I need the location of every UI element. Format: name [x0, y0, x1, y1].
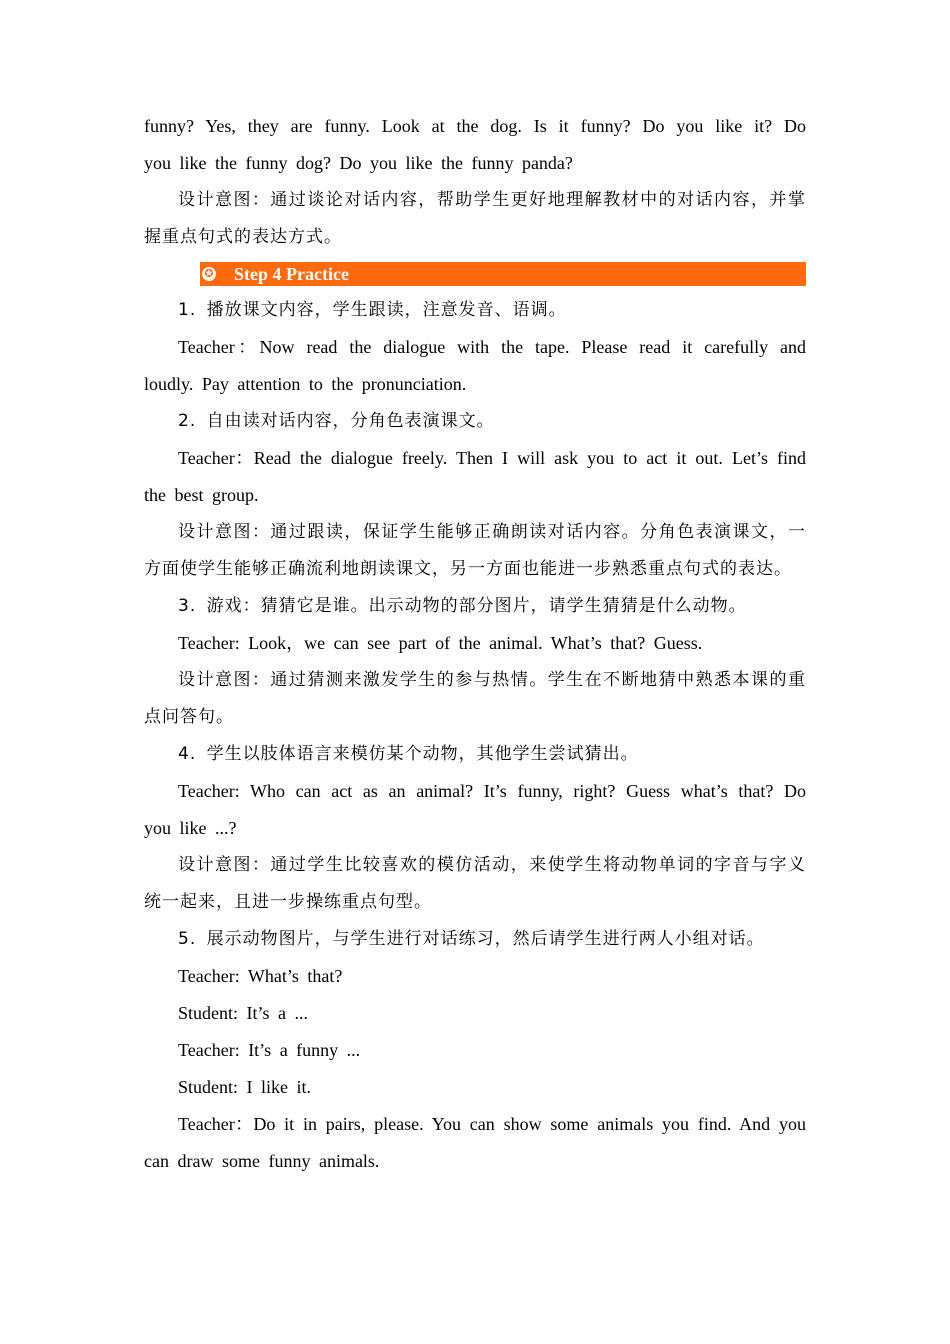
item-2-design-intent: 设计意图：通过跟读，保证学生能够正确朗读对话内容。分角色表演课文，一方面使学生能够正确流利地朗读课文，另一方面也能进一步熟悉重点句式的表达。: [144, 522, 806, 579]
item-5-dialogue-line-4: Student: I like it.: [178, 1077, 311, 1097]
item-2-title: 2. 自由读对话内容，分角色表演课文。: [178, 411, 495, 431]
item-2-teacher: Teacher：Read the dialogue freely. Then I will ask you to act it out. Let’s find the best group.: [144, 448, 806, 505]
item-5-dialogue-line-2: Student: It’s a ...: [178, 1003, 308, 1023]
paragraph-continued-line-2: you like the funny dog? Do you like the funny panda?: [144, 153, 573, 173]
item-5-dialogue-line-3: Teacher: It’s a funny ...: [178, 1040, 361, 1060]
item-5-title: 5. 展示动物图片，与学生进行对话练习，然后请学生进行两人小组对话。: [178, 929, 765, 949]
item-5-teacher: Teacher：Do it in pairs, please. You can show some animals you find. And you can draw some funny animals.: [144, 1114, 806, 1171]
paragraph-continued-line-1: funny? Yes, they are funny. Look at the dog. Is it funny? Do you like it? Do: [144, 116, 806, 136]
item-1-title: 1. 播放课文内容，学生跟读，注意发音、语调。: [178, 300, 567, 320]
item-3-design-intent: 设计意图：通过猜测来激发学生的参与热情。学生在不断地猜中熟悉本课的重点问答句。: [144, 670, 806, 727]
item-1-teacher: Teacher：Now read the dialogue with the tape. Please read it carefully and loudly. Pay attention to the pronunciation.: [144, 337, 806, 394]
item-4-design-intent: 设计意图：通过学生比较喜欢的模仿活动，来使学生将动物单词的字音与字义统一起来，且进一步操练重点句型。: [144, 855, 806, 912]
item-3-teacher: Teacher: Look，we can see part of the animal. What’s that? Guess.: [178, 633, 703, 653]
step-4-title: Step 4 Practice: [234, 264, 349, 284]
star-circle-icon: ✪: [202, 267, 216, 281]
item-3-title: 3. 游戏：猜猜它是谁。出示动物的部分图片，请学生猜猜是什么动物。: [178, 596, 747, 616]
document-page: [144, 108, 806, 1180]
step-4-banner: [200, 262, 806, 286]
design-intent-paragraph: 设计意图：通过谈论对话内容，帮助学生更好地理解教材中的对话内容，并掌握重点句式的表达方式。: [144, 190, 806, 247]
item-4-title: 4. 学生以肢体语言来模仿某个动物，其他学生尝试猜出。: [178, 744, 639, 764]
item-5-dialogue-line-1: Teacher: What’s that?: [178, 966, 343, 986]
item-4-teacher: Teacher: Who can act as an animal? It’s funny, right? Guess what’s that? Do you like ...?: [144, 781, 806, 838]
